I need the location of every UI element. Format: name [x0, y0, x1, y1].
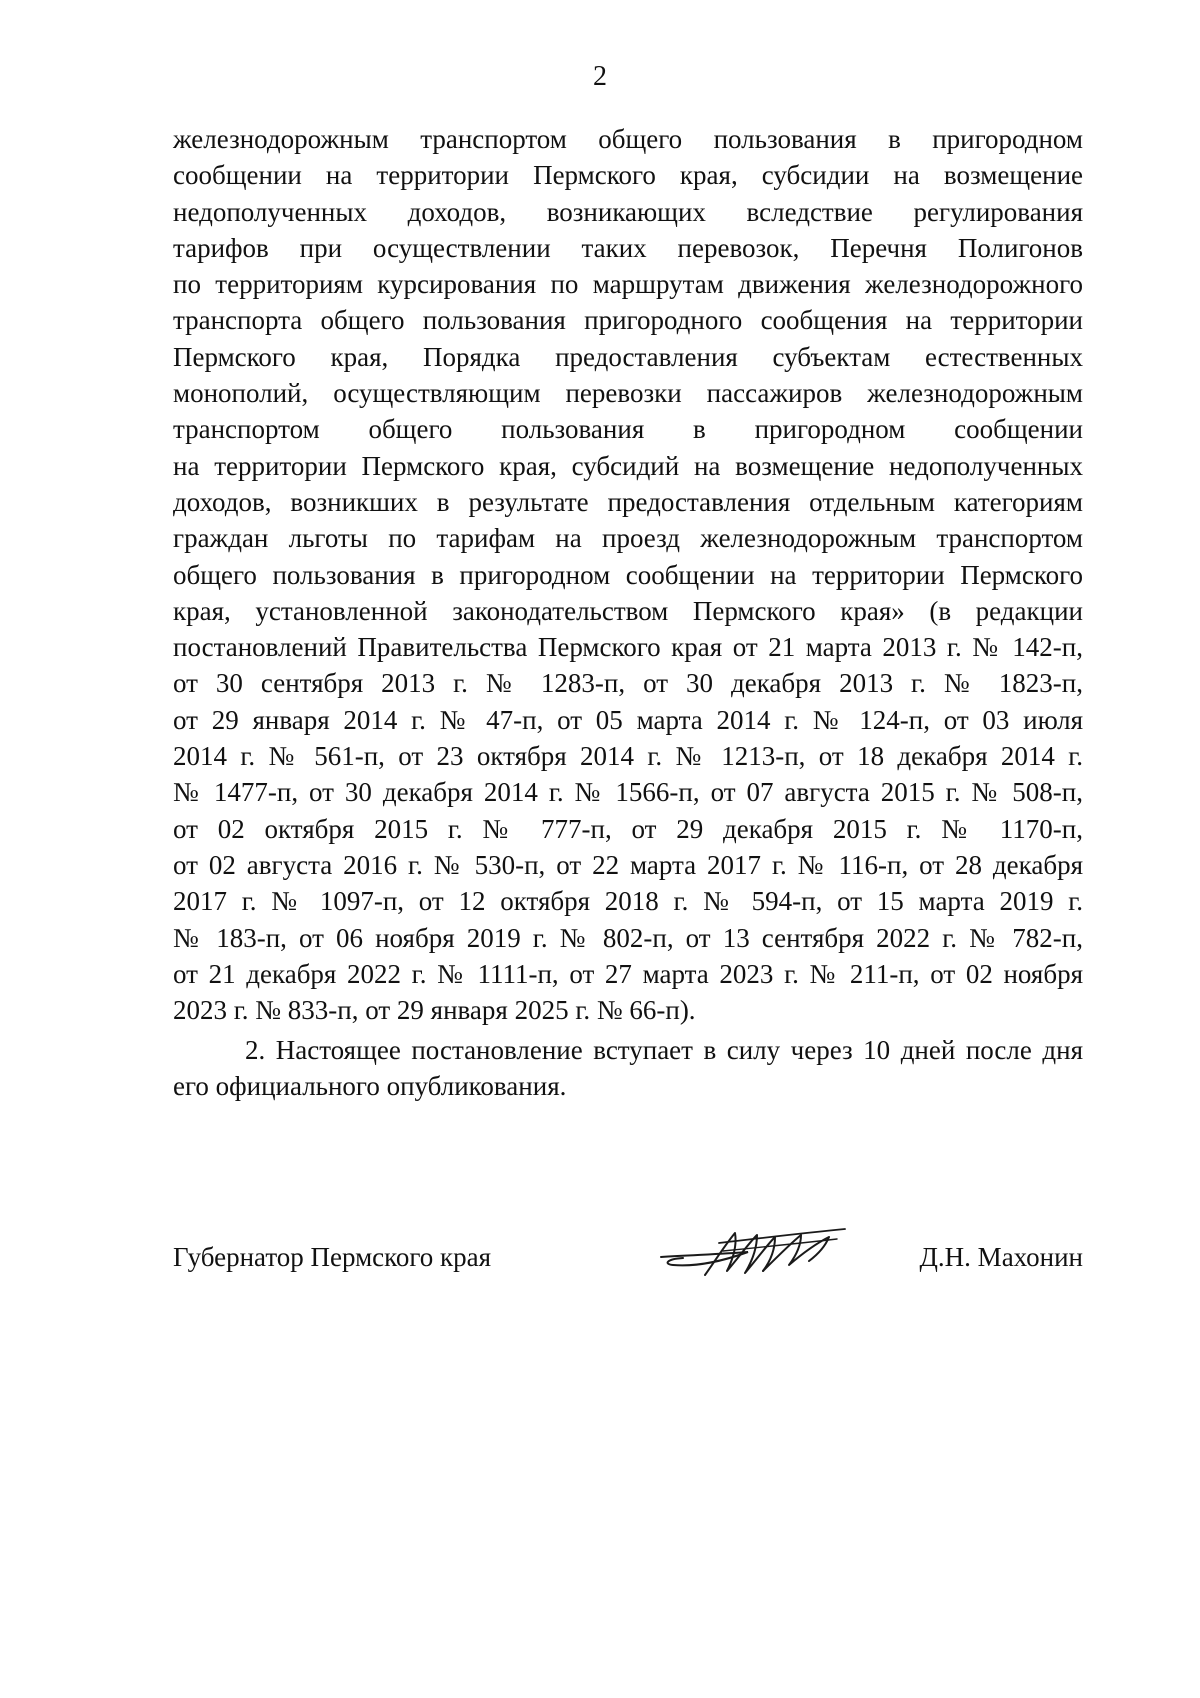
- paragraph-1-line: транспортом общего пользования в пригородном сообщении: [173, 414, 1083, 445]
- paragraph-2-line: 2. Настоящее постановление вступает в силу через 10 дней после дня: [245, 1035, 1083, 1065]
- paragraph-1-line: от 21 декабря 2022 г. № 1111-п, от 27 марта 2023 г. № 211-п, от 02 ноября: [173, 958, 1083, 989]
- signature-block: [173, 1235, 1083, 1295]
- paragraph-1-line: транспорта общего пользования пригородного сообщения на территории: [173, 305, 1083, 336]
- paragraph-1-line: № 183-п, от 06 ноября 2019 г. № 802-п, от 13 сентября 2022 г. № 782-п,: [173, 922, 1083, 953]
- signatory-position: Губернатор Пермского края: [173, 1242, 492, 1272]
- paragraph-1-line: общего пользования в пригородном сообщении на территории Пермского: [173, 559, 1083, 590]
- paragraph-1-line: сообщении на территории Пермского края, субсидии на возмещение: [173, 160, 1083, 191]
- paragraph-1: [173, 121, 1083, 1028]
- page-number: 2: [593, 61, 607, 92]
- paragraph-1-line: граждан льготы по тарифам на проезд железнодорожным транспортом: [173, 523, 1083, 554]
- paragraph-1-line: на территории Пермского края, субсидий на возмещение недополученных: [173, 450, 1083, 481]
- paragraph-1-line: от 02 октября 2015 г. № 777-п, от 29 декабря 2015 г. № 1170-п,: [173, 813, 1083, 844]
- paragraph-1-line: № 1477-п, от 30 декабря 2014 г. № 1566-п, от 07 августа 2015 г. № 508-п,: [173, 777, 1083, 808]
- paragraph-1-line: постановлений Правительства Пермского края от 21 марта 2013 г. № 142-п,: [173, 632, 1083, 663]
- signatory-name: Д.Н. Махонин: [919, 1242, 1083, 1272]
- paragraph-1-line: доходов, возникших в результате предоставления отдельным категориям: [173, 486, 1083, 517]
- paragraph-1-line: 2017 г. № 1097-п, от 12 октября 2018 г. № 594-п, от 15 марта 2019 г.: [173, 886, 1083, 917]
- paragraph-1-line: по территориям курсирования по маршрутам движения железнодорожного: [173, 269, 1083, 300]
- handwritten-signature: [653, 1221, 853, 1291]
- paragraph-2: [173, 1032, 1083, 1105]
- paragraph-1-line: Пермского края, Порядка предоставления субъектам естественных: [173, 341, 1083, 372]
- paragraph-1-line: недополученных доходов, возникающих вследствие регулирования: [173, 196, 1083, 227]
- paragraph-1-line: железнодорожным транспортом общего пользования в пригородном: [173, 124, 1083, 154]
- paragraph-1-line: от 30 сентября 2013 г. № 1283-п, от 30 декабря 2013 г. № 1823-п,: [173, 668, 1083, 699]
- paragraph-1-line: края, установленной законодательством Пермского края» (в редакции: [173, 595, 1083, 626]
- paragraph-1-line: от 02 августа 2016 г. № 530-п, от 22 марта 2017 г. № 116-п, от 28 декабря: [173, 849, 1083, 880]
- paragraph-1-line: 2023 г. № 833-п, от 29 января 2025 г. № 66-п).: [173, 995, 696, 1026]
- paragraph-1-line: 2014 г. № 561-п, от 23 октября 2014 г. № 1213-п, от 18 декабря 2014 г.: [173, 741, 1083, 772]
- paragraph-1-line: тарифов при осуществлении таких перевозок, Перечня Полигонов: [173, 232, 1083, 263]
- paragraph-2-line: его официального опубликования.: [173, 1071, 567, 1102]
- paragraph-1-line: монополий, осуществляющим перевозки пассажиров железнодорожным: [173, 378, 1083, 409]
- paragraph-1-line: от 29 января 2014 г. № 47-п, от 05 марта 2014 г. № 124-п, от 03 июля: [173, 704, 1083, 735]
